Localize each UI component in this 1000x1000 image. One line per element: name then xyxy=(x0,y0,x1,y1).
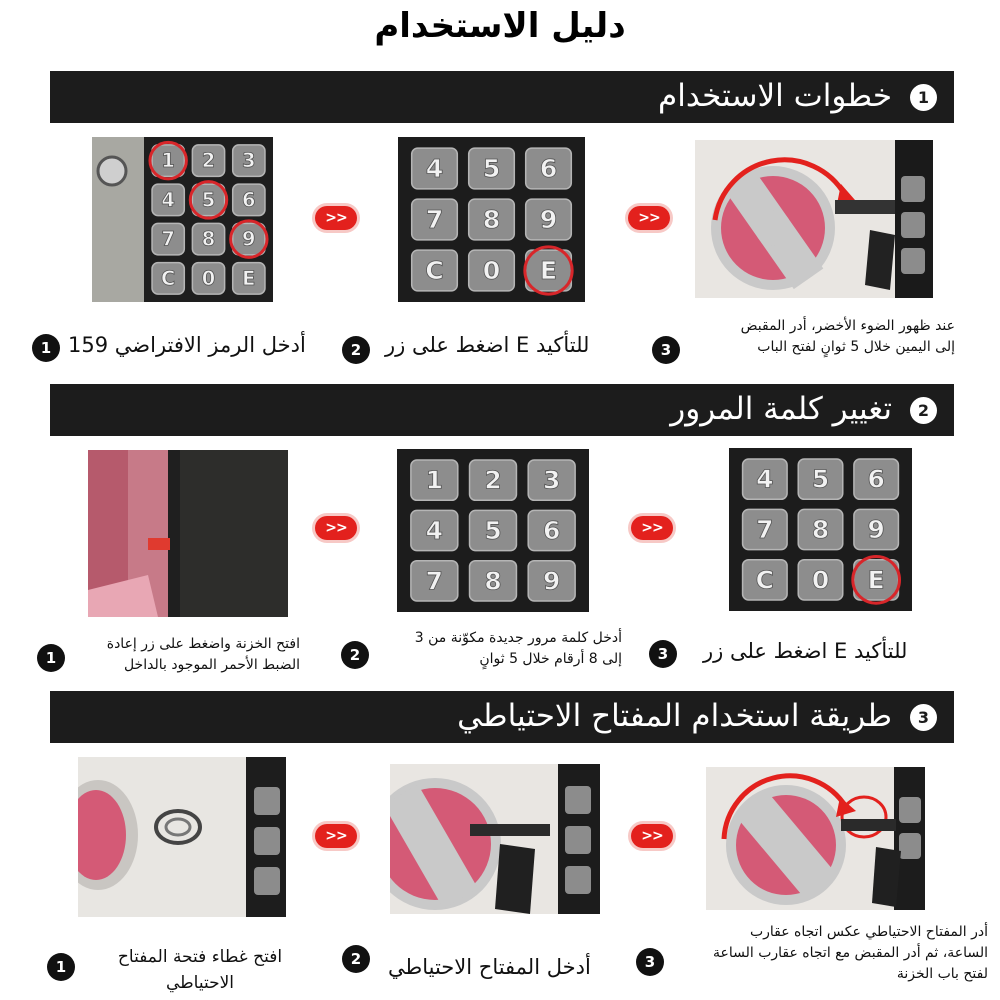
step-number-badge: 2 xyxy=(342,945,370,973)
keypad-key-label: 5 xyxy=(482,154,501,183)
keypad-key xyxy=(469,250,515,291)
keypad-key xyxy=(798,560,843,600)
keypad-key xyxy=(233,184,265,215)
step-number-badge: 3 xyxy=(636,948,664,976)
keypad-key xyxy=(411,510,458,550)
section-number-badge: 3 xyxy=(910,704,937,731)
step-number-badge: 1 xyxy=(37,644,65,672)
caption-line: أدر المفتاح الاحتياطي عكس اتجاه عقارب xyxy=(749,924,988,940)
section-title: تغيير كلمة المرور xyxy=(670,391,892,427)
keypad-illustration xyxy=(398,137,585,302)
keypad-key xyxy=(469,199,515,240)
step-caption: للتأكيد E اضغط على زر xyxy=(703,639,908,663)
keypad-key-label: 1 xyxy=(425,465,444,495)
page-title: دليل الاستخدام xyxy=(374,6,626,46)
section-number-badge: 1 xyxy=(910,84,937,111)
photo-key-in-lock xyxy=(390,764,600,914)
caption-line: عند ظهور الضوء الأخضر، أدر المقبض xyxy=(740,318,955,334)
keypad-key-label: C xyxy=(425,256,444,285)
arrow-next-icon: >> xyxy=(631,824,673,848)
photo-key-turn xyxy=(706,767,925,910)
keypad-key xyxy=(152,263,184,294)
caption-line: إلى 8 أرقام خلال 5 ثوانٍ xyxy=(479,651,622,667)
keypad-key-label: 2 xyxy=(484,465,502,495)
keypad-key xyxy=(853,556,900,603)
keypad-key-label: 5 xyxy=(201,188,216,212)
photo-reset-button xyxy=(88,450,288,617)
keypad-key-label: C xyxy=(755,565,774,595)
caption-line: الساعة، ثم أدر المقبض مع اتجاه عقارب الساعة xyxy=(712,945,988,961)
photo-keypad-e-circled xyxy=(729,448,912,611)
keypad-key-label: 7 xyxy=(425,566,444,596)
step-caption: أدخل المفتاح الاحتياطي xyxy=(388,955,591,979)
arrow-next-icon: >> xyxy=(315,516,357,540)
keypad-key-label: 9 xyxy=(542,566,561,596)
section-header-usage-steps xyxy=(46,71,954,123)
keypad-key-label: 9 xyxy=(867,515,885,544)
keypad-key xyxy=(528,561,575,601)
keypad-key xyxy=(854,509,899,549)
keypad-key xyxy=(526,148,572,189)
keypad-key xyxy=(528,510,575,550)
keypad-key-label: 3 xyxy=(542,465,561,495)
keypad-illustration xyxy=(397,449,589,612)
keypad-key xyxy=(192,223,224,254)
keypad-key-label: 7 xyxy=(756,515,774,544)
keypad-key-label: 6 xyxy=(867,464,885,494)
keypad-key-label: 5 xyxy=(811,464,830,494)
caption-line: افتح الخزنة واضغط على زر إعادة xyxy=(106,636,300,652)
keypad-key xyxy=(798,459,843,499)
arrow-next-icon: >> xyxy=(628,206,670,230)
caption-line: الاحتياطي xyxy=(165,973,235,993)
keypad-key-label: 4 xyxy=(756,464,774,494)
lock-icon xyxy=(98,157,126,185)
step-caption xyxy=(382,628,622,670)
keypad-key-label: C xyxy=(161,266,176,290)
handle-turn-illustration xyxy=(695,140,933,298)
step-caption: أدخل الرمز الافتراضي 159 xyxy=(68,333,306,357)
keypad-key xyxy=(192,145,224,176)
keypad-key-label: 6 xyxy=(539,154,558,183)
step-number-badge: 3 xyxy=(649,640,677,668)
keypad-key xyxy=(525,247,572,294)
keypad-key-label: 7 xyxy=(161,227,175,251)
section-header-backup-key xyxy=(46,691,954,743)
keypad-key-label: 9 xyxy=(242,227,256,251)
section-title: خطوات الاستخدام xyxy=(658,78,892,114)
photo-keyhole-cover xyxy=(78,757,286,917)
keypad-key-label: 5 xyxy=(484,516,502,545)
keypad-key-label: 8 xyxy=(484,566,502,596)
keypad-key xyxy=(470,460,517,500)
arrow-next-icon: >> xyxy=(631,516,673,540)
keypad-key-label: 4 xyxy=(425,154,444,183)
keypad-key xyxy=(190,182,226,218)
reset-button-illustration xyxy=(88,450,288,617)
keypad-key-label: 0 xyxy=(201,266,216,290)
caption-line: الضبط الأحمر الموجود بالداخل xyxy=(123,657,300,673)
keypad-key xyxy=(743,560,788,600)
step-number-badge: 2 xyxy=(341,641,369,669)
photo-keypad-plain xyxy=(397,449,589,612)
keypad-key xyxy=(411,561,458,601)
keypad-key-label: 4 xyxy=(161,188,175,212)
keypad-key-label: 4 xyxy=(425,516,444,545)
photo-keypad-e-circled xyxy=(398,137,585,302)
keypad-key-label: 8 xyxy=(482,205,501,234)
keypad-key xyxy=(412,250,458,291)
keypad-key-label: 3 xyxy=(242,149,256,173)
section-header-change-password xyxy=(46,384,954,436)
keypad-key xyxy=(526,199,572,240)
keypad-key xyxy=(231,221,267,257)
keypad-key xyxy=(743,459,788,499)
keypad-key-label: 8 xyxy=(811,515,830,544)
photo-keypad-159 xyxy=(92,137,273,302)
keypad-key xyxy=(233,263,265,294)
step-number-badge: 3 xyxy=(652,336,680,364)
step-number-badge: 1 xyxy=(47,953,75,981)
keypad-key-label: 1 xyxy=(161,149,175,173)
keypad-key xyxy=(233,145,265,176)
caption-line: لفتح باب الخزنة xyxy=(896,966,988,982)
keypad-key xyxy=(470,510,517,550)
step-caption xyxy=(80,634,300,676)
keypad-key-label: E xyxy=(242,266,256,290)
keypad-key xyxy=(150,142,186,178)
key-turn-illustration xyxy=(706,767,925,910)
keypad-key xyxy=(412,148,458,189)
keypad-key-label: 0 xyxy=(811,565,830,595)
keypad-key-label: 7 xyxy=(425,205,444,234)
caption-line: إلى اليمين خلال 5 ثوانٍ لفتح الباب xyxy=(757,339,955,355)
step-caption xyxy=(95,944,305,996)
step-number-badge: 2 xyxy=(342,336,370,364)
keypad-key-label: 6 xyxy=(542,516,561,545)
arrow-next-icon: >> xyxy=(315,206,357,230)
keypad-key xyxy=(743,509,788,549)
keypad-illustration xyxy=(729,448,912,611)
step-caption xyxy=(670,922,988,985)
keypad-key-label: 9 xyxy=(539,205,558,234)
step-caption xyxy=(700,316,955,358)
keypad-key xyxy=(411,460,458,500)
step-number-badge: 1 xyxy=(32,334,60,362)
keypad-key-label: E xyxy=(867,565,885,595)
arrow-next-icon: >> xyxy=(315,824,357,848)
keypad-key xyxy=(469,148,515,189)
keypad-key-label: 0 xyxy=(482,256,501,285)
keypad-illustration xyxy=(92,137,273,302)
keypad-key xyxy=(152,223,184,254)
keypad-key xyxy=(192,263,224,294)
keypad-key-label: 6 xyxy=(242,188,256,212)
caption-line: أدخل كلمة مرور جديدة مكوّنة من 3 xyxy=(414,630,622,646)
keypad-key xyxy=(152,184,184,215)
keypad-key-label: 8 xyxy=(201,227,216,251)
keypad-key xyxy=(854,459,899,499)
step-caption: للتأكيد E اضغط على زر xyxy=(385,333,590,357)
keyhole-cover-illustration xyxy=(78,757,286,917)
caption-line: افتح غطاء فتحة المفتاح xyxy=(117,947,283,967)
keypad-key xyxy=(470,561,517,601)
keypad-key-label: E xyxy=(539,256,558,285)
keypad-key xyxy=(528,460,575,500)
section-number-badge: 2 xyxy=(910,397,937,424)
keypad-key xyxy=(798,509,843,549)
keypad-key xyxy=(412,199,458,240)
keypad-key-label: 2 xyxy=(201,149,216,173)
section-title: طريقة استخدام المفتاح الاحتياطي xyxy=(457,698,892,734)
photo-handle-turn xyxy=(695,140,933,298)
key-in-lock-illustration xyxy=(390,764,600,914)
